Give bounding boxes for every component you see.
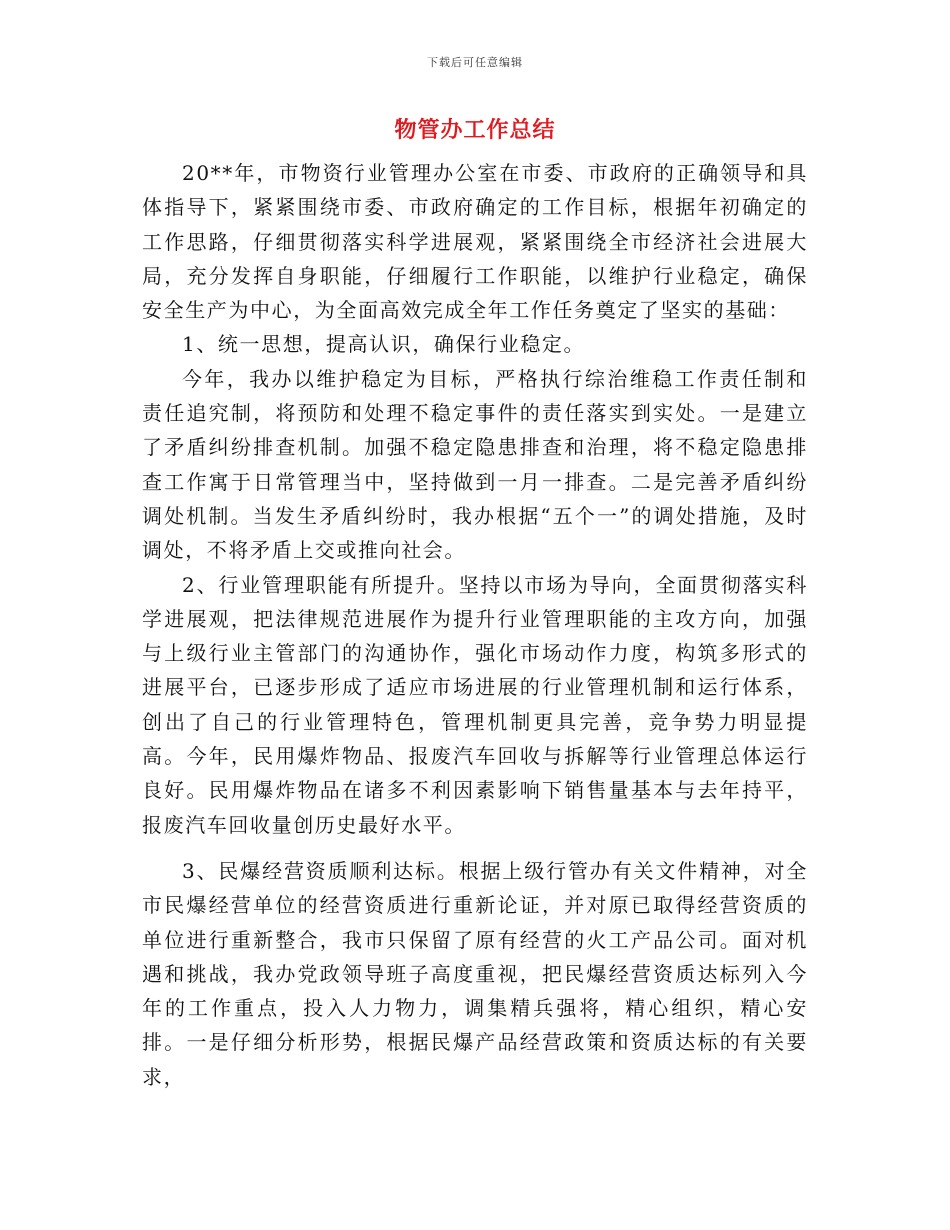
paragraph-heading-2: 2、行业管理职能有所提升。坚持以市场为导向，全面贯彻落实科学进展观，把法律规范进展作为提升行业管理职能的主攻方向，加强与上级行业主管部门的沟通协作，强化市场动作力度，构筑多形式的进展平台，已逐步形成了适应市场进展的行业管理机制和运行体系，创出了自己的行业管理特色，管理机制更具完善，竞争势力明显提高。今年，民用爆炸物品、报废汽车回收与拆解等行业管理总体运行良好。民用爆炸物品在诸多不利因素影响下销售量基本与去年持平，报废汽车回收量创历史最好水平。 [142, 572, 808, 837]
paragraph-intro: 20**年，市物资行业管理办公室在市委、市政府的正确领导和具体指导下，紧紧围绕市委、市政府确定的工作目标，根据年初确定的工作思路，仔细贯彻落实科学进展观，紧紧围绕全市经济社会进展大局，充分发挥自身职能，仔细履行工作职能，以维护行业稳定，确保安全生产为中心，为全面高效完成全年工作任务奠定了坚实的基础： [142, 161, 808, 323]
paragraph-heading-3: 3、民爆经营资质顺利达标。根据上级行管办有关文件精神，对全市民爆经营单位的经营资质进行重新论证，并对原已取得经营资质的单位进行重新整合，我市只保留了原有经营的火工产品公司。面对机遇和挑战，我办党政领导班子高度重视，把民爆经营资质达标列入今年的工作重点，投入人力物力，调集精兵强将，精心组织，精心安排。一是仔细分析形势，根据民爆产品经营政策和资质达标的有关要求， [142, 858, 808, 1089]
document-body [142, 156, 808, 1094]
paragraph-stability: 今年，我办以维护稳定为目标，严格执行综治维稳工作责任制和责任追究制，将预防和处理不稳定事件的责任落实到实处。一是建立了矛盾纠纷排查机制。加强不稳定隐患排查和治理，将不稳定隐患排查工作寓于日常管理当中，坚持做到一月一排查。二是完善矛盾纠纷调处机制。当发生矛盾纠纷时，我办根据“五个一”的调处措施，及时调处，不将矛盾上交或推向社会。 [142, 366, 808, 563]
document-title: 物管办工作总结 [394, 117, 556, 143]
paragraph-heading-1: 1、统一思想，提高认识，确保行业稳定。 [182, 332, 586, 357]
header-note: 下载后可任意编辑 [427, 56, 523, 69]
